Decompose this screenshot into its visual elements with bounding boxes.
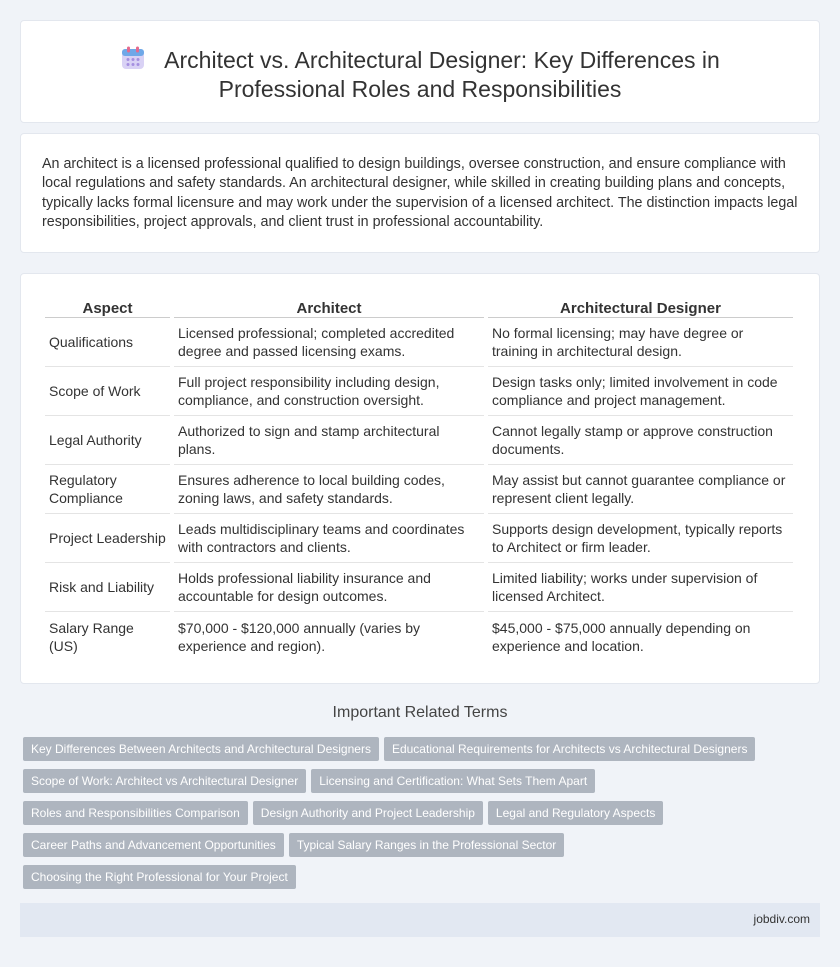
cell-aspect: Project Leadership (45, 514, 170, 563)
related-term-tag[interactable]: Key Differences Between Architects and Architectural Designers (23, 737, 379, 761)
cell-aspect: Scope of Work (45, 367, 170, 416)
cell-architect: $70,000 - $120,000 annually (varies by experience and region). (178, 619, 421, 654)
header-aspect: Aspect (45, 296, 170, 318)
page-title-line2: Professional Roles and Responsibilities (218, 76, 622, 102)
related-term-tag[interactable]: Career Paths and Advancement Opportunities (23, 833, 284, 857)
tag-row (23, 801, 823, 833)
tag-row (23, 737, 823, 769)
cell-aspect: Salary Range (US) (49, 619, 134, 654)
page-title-line1: Architect vs. Architectural Designer: Key Differences in (164, 47, 720, 73)
table-row (45, 416, 793, 465)
cell-architect: Full project responsibility including design, compliance, and construction oversight. (174, 367, 484, 416)
related-term-tag[interactable]: Legal and Regulatory Aspects (488, 801, 663, 825)
related-term-tag[interactable]: Design Authority and Project Leadership (253, 801, 483, 825)
header-card (20, 20, 820, 123)
tag-row (23, 833, 823, 865)
cell-architect: Ensures adherence to local building codes, zoning laws, and safety standards. (174, 465, 484, 514)
cell-designer: $45,000 - $75,000 annually depending on experience and location. (492, 619, 751, 654)
intro-paragraph: An architect is a licensed professional qualified to design buildings, oversee construction, and ensure compliance with local regulations and safety standards. An architectural designer, while skilled in creating building plans and concepts, typically lacks formal licensure and may work under the supervision of a licensed architect. The distinction impacts legal responsibilities, project approvals, and client trust in professional accountability. (42, 156, 798, 230)
cell-architect: Authorized to sign and stamp architectural plans. (174, 416, 484, 465)
cell-architect: Licensed professional; completed accredited degree and passed licensing exams. (174, 318, 484, 367)
tag-row (23, 769, 823, 801)
related-term-tag[interactable]: Choosing the Right Professional for Your Project (23, 865, 296, 889)
related-term-tag[interactable]: Typical Salary Ranges in the Professional Sector (289, 833, 564, 857)
related-term-tag[interactable]: Scope of Work: Architect vs Architectural Designer (23, 769, 306, 793)
table-header-row (45, 296, 793, 318)
cell-designer: Limited liability; works under supervision of licensed Architect. (488, 563, 793, 612)
header-architect: Architect (174, 296, 484, 318)
table-row (45, 514, 793, 563)
related-terms-list (23, 737, 823, 897)
tag-row (23, 865, 823, 897)
cell-architect: Leads multidisciplinary teams and coordinates with contractors and clients. (174, 514, 484, 563)
related-term-tag[interactable]: Educational Requirements for Architects vs Architectural Designers (384, 737, 756, 761)
cell-designer: No formal licensing; may have degree or training in architectural design. (488, 318, 793, 367)
table-row (45, 318, 793, 367)
cell-designer: Design tasks only; limited involvement in code compliance and project management. (488, 367, 793, 416)
footer-site-link[interactable]: jobdiv.com (753, 912, 810, 926)
related-term-tag[interactable]: Licensing and Certification: What Sets Them Apart (311, 769, 595, 793)
cell-aspect: Regulatory Compliance (45, 465, 170, 514)
related-term-tag[interactable]: Roles and Responsibilities Comparison (23, 801, 248, 825)
cell-aspect: Legal Authority (45, 416, 170, 465)
page-title (21, 45, 819, 104)
cell-architect: Holds professional liability insurance and accountable for design outcomes. (174, 563, 484, 612)
cell-designer: Cannot legally stamp or approve construction documents. (488, 416, 793, 465)
cell-aspect: Risk and Liability (45, 563, 170, 612)
related-terms-title: Important Related Terms (332, 704, 508, 721)
cell-designer: May assist but cannot guarantee compliance or represent client legally. (488, 465, 793, 514)
comparison-table (41, 296, 797, 661)
table-row (45, 563, 793, 612)
footer (20, 903, 820, 937)
table-row (45, 612, 793, 661)
cell-designer: Supports design development, typically reports to Architect or firm leader. (488, 514, 793, 563)
table-row (45, 465, 793, 514)
header-designer: Architectural Designer (488, 296, 793, 318)
comparison-card (20, 273, 820, 684)
calendar-icon (120, 45, 146, 71)
intro-card (20, 133, 820, 253)
cell-aspect: Qualifications (45, 318, 170, 367)
table-row (45, 367, 793, 416)
